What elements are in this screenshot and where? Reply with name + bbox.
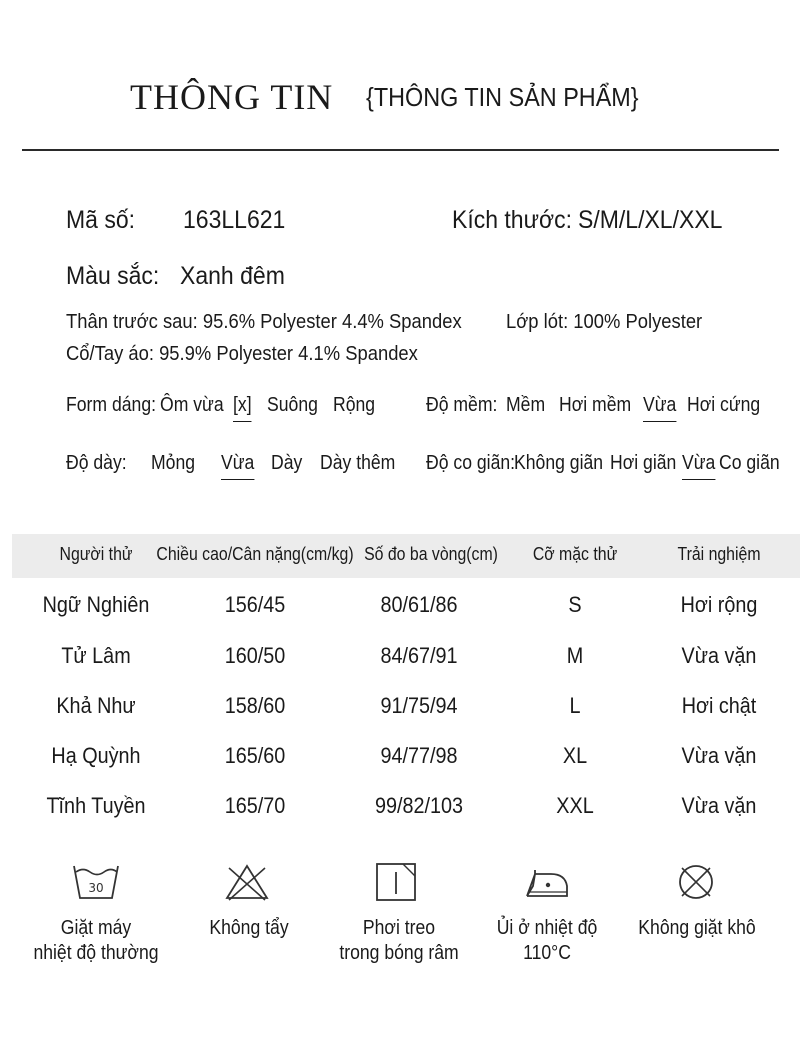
- cell-measurements: 94/77/98: [380, 743, 458, 768]
- form-option-selected: [x]: [233, 394, 252, 422]
- cell-height-weight: 156/45: [224, 592, 286, 617]
- care-label-line: Không giặt khô: [638, 917, 756, 939]
- softness-option: Hơi mềm: [559, 394, 632, 416]
- care-label-dry: [339, 916, 458, 966]
- thickness-option: Mỏng: [151, 452, 196, 474]
- thickness-option: Dày: [271, 452, 303, 474]
- cell-tester: Ngữ Nghiên: [42, 592, 150, 617]
- form-option: Suông: [267, 394, 318, 416]
- cell-measurements: 80/61/86: [380, 592, 458, 617]
- wash-30-icon: [70, 860, 122, 909]
- cell-size: XL: [562, 743, 588, 768]
- care-label-line: trong bóng râm: [339, 942, 459, 964]
- stretch-option: Hơi giãn: [610, 452, 677, 474]
- cell-height-weight: 165/70: [224, 793, 286, 818]
- iron-icon: [521, 860, 573, 909]
- cell-height-weight: 160/50: [224, 643, 286, 668]
- material-body: Thân trước sau: 95.6% Polyester 4.4% Spandex: [66, 311, 462, 333]
- cell-measurements: 91/75/94: [380, 693, 458, 718]
- care-label-line: Phơi treo: [362, 917, 436, 939]
- cell-tester: Khả Như: [56, 693, 136, 718]
- stretch-option-selected: Vừa: [682, 452, 715, 480]
- cell-height-weight: 158/60: [224, 693, 286, 718]
- header-divider: [22, 149, 779, 151]
- care-label-line: nhiệt độ thường: [33, 942, 159, 964]
- form-option: Ôm vừa: [160, 394, 224, 416]
- color-value: Xanh đêm: [180, 262, 285, 290]
- page-subtitle: {THÔNG TIN SẢN PHẨM}: [366, 82, 639, 112]
- softness-option: Hơi cứng: [687, 394, 761, 416]
- cell-size: M: [566, 643, 584, 668]
- code-value: 163LL621: [183, 206, 286, 234]
- form-label: Form dáng:: [66, 394, 156, 416]
- cell-tester: Hạ Quỳnh: [51, 743, 141, 768]
- svg-text:30: 30: [88, 881, 104, 895]
- cell-measurements: 99/82/103: [374, 793, 464, 818]
- thickness-label: Độ dày:: [66, 452, 127, 474]
- cell-height-weight: 165/60: [224, 743, 286, 768]
- cell-tester: Tử Lâm: [61, 643, 131, 668]
- cell-experience: Vừa vặn: [681, 643, 757, 668]
- page-title: THÔNG TIN: [130, 77, 334, 117]
- no-bleach-icon: [221, 860, 273, 909]
- cell-experience: Hơi rộng: [680, 592, 758, 617]
- material-lining: Lớp lót: 100% Polyester: [506, 311, 703, 333]
- no-dry-clean-icon: [670, 860, 722, 909]
- size-label: Kích thước:: [452, 206, 572, 234]
- cell-measurements: 84/67/91: [380, 643, 458, 668]
- cell-experience: Hơi chật: [681, 693, 757, 718]
- care-label-line: 110°C: [523, 942, 571, 964]
- cell-size: L: [569, 693, 581, 718]
- care-label-no-dry-clean: [638, 916, 755, 941]
- care-label-line: Giặt máy: [60, 917, 132, 939]
- code-label: Mã số:: [66, 206, 136, 234]
- thickness-option: Dày thêm: [320, 452, 396, 474]
- header-height-weight: Chiều cao/Cân nặng(cm/kg): [156, 544, 354, 564]
- size-value: S/M/L/XL/XXL: [578, 206, 723, 234]
- cell-experience: Vừa vặn: [681, 793, 757, 818]
- header-tester: Người thử: [59, 544, 133, 564]
- softness-option-selected: Vừa: [643, 394, 676, 422]
- softness-option: Mềm: [506, 394, 546, 416]
- header-measurements: Số đo ba vòng(cm): [364, 544, 498, 564]
- care-label-iron: [497, 916, 598, 966]
- care-label-wash: [33, 916, 158, 966]
- cell-size: S: [568, 592, 582, 617]
- cell-size: XXL: [556, 793, 594, 818]
- cell-experience: Vừa vặn: [681, 743, 757, 768]
- softness-label: Độ mềm:: [426, 394, 498, 416]
- form-option: Rộng: [333, 394, 376, 416]
- stretch-option: Không giãn: [514, 452, 604, 474]
- thickness-option-selected: Vừa: [221, 452, 254, 480]
- cell-tester: Tĩnh Tuyền: [46, 793, 146, 818]
- line-dry-shade-icon: [371, 860, 423, 909]
- header-size: Cỡ mặc thử: [532, 544, 618, 564]
- color-label: Màu sắc:: [66, 262, 160, 290]
- stretch-option: Co giãn: [719, 452, 780, 474]
- material-collar: Cổ/Tay áo: 95.9% Polyester 4.1% Spandex: [66, 343, 418, 365]
- care-label-no-bleach: [209, 916, 288, 941]
- stretch-label: Độ co giãn:: [426, 452, 516, 474]
- care-label-line: Ủi ở nhiệt độ: [496, 917, 598, 939]
- care-label-line: Không tẩy: [209, 917, 289, 939]
- header-experience: Trải nghiệm: [677, 544, 761, 564]
